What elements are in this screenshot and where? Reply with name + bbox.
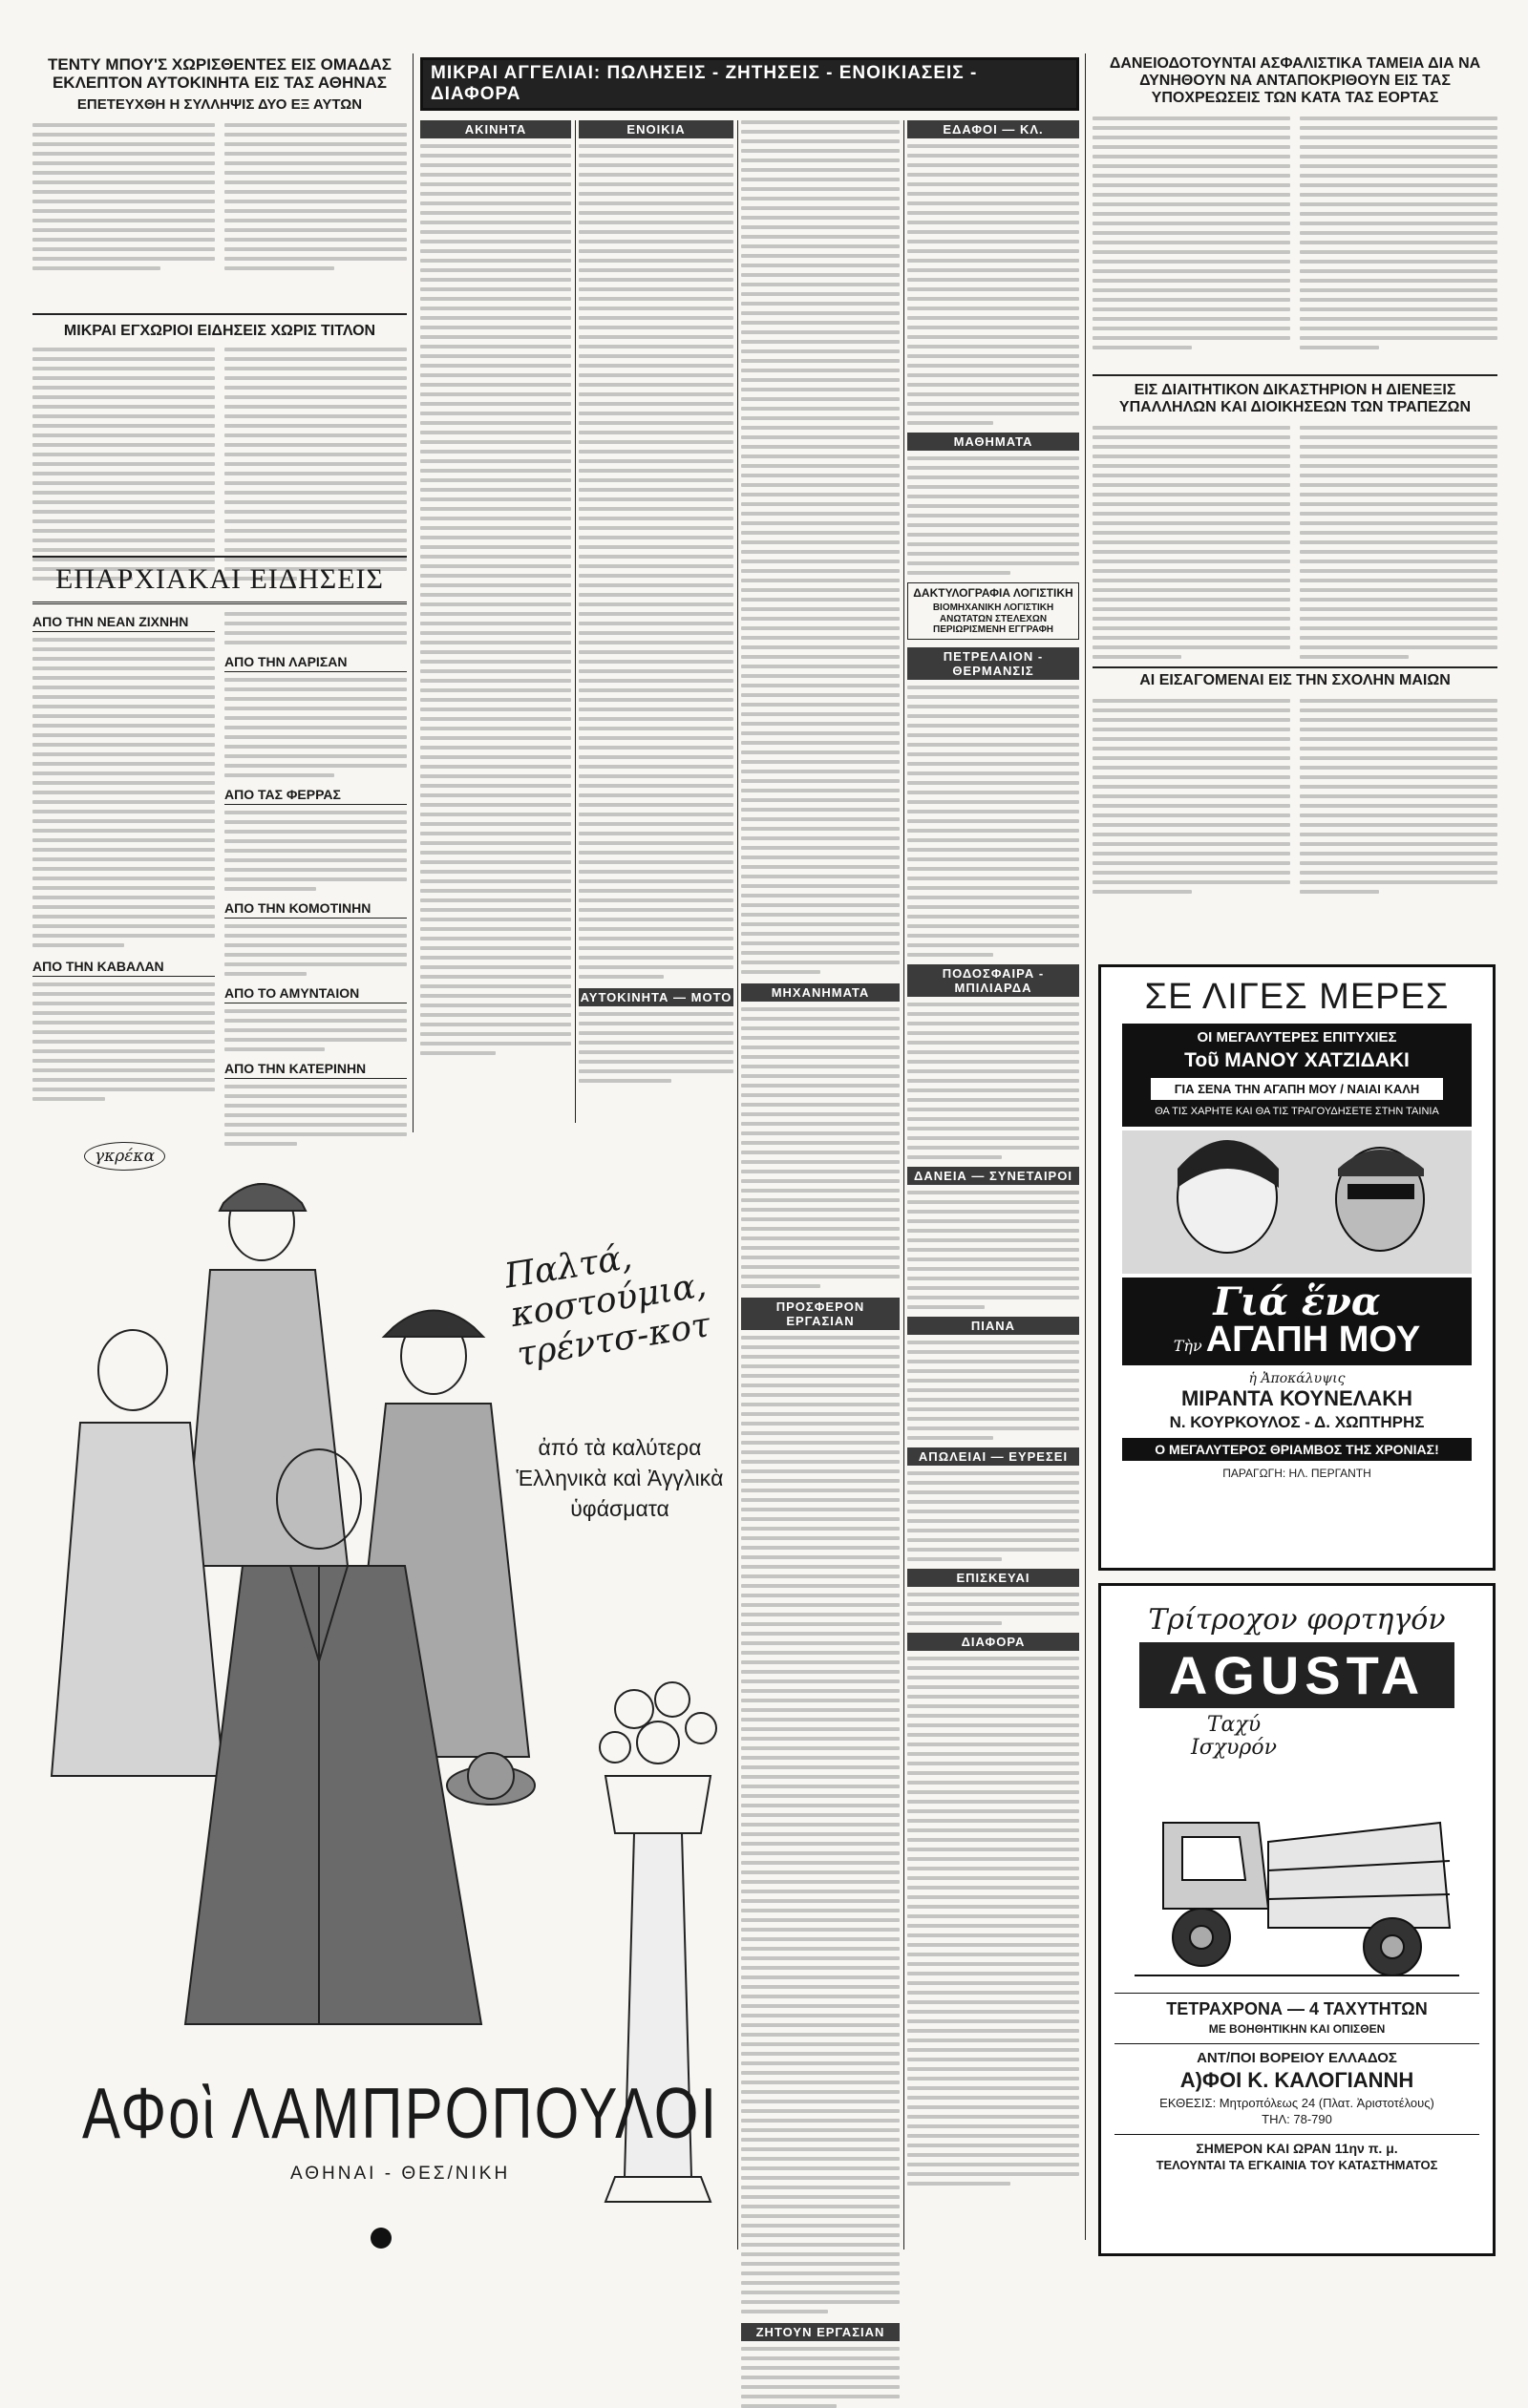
typing-box-line: ΒΙΟΜΗΧΑΝΙΚΗ ΛΟΓΙΣΤΙΚΗ ΑΝΩΤΑΤΩΝ ΣΤΕΛΕΧΩΝ ΠΕΡΙΩΡΙΣΜΕΝΗ ΕΓΓΡΑΦΗ: [932, 602, 1054, 635]
section-episkevai: ΕΠΙΣΚΕΥΑΙ: [907, 1569, 1079, 1587]
truck-agent: ΑΝΤ/ΠΟΙ ΒΟΡΕΙΟΥ ΕΛΛΑΔΟΣ: [1114, 2043, 1479, 2066]
section-mechanimata: ΜΗΧΑΝΗΜΑΤΑ: [741, 983, 900, 1002]
article-body: [32, 123, 407, 270]
section-akinita: ΑΚΙΝΗΤΑ: [420, 120, 571, 138]
text-column: [224, 612, 407, 1146]
truck-phone: ΤΗΛ: 78-790: [1262, 2112, 1332, 2127]
article-body: [1093, 699, 1497, 894]
divider: [1093, 666, 1497, 668]
truck-brand: AGUSTA: [1139, 1642, 1454, 1708]
film-ad-composer: Τοῦ ΜΑΝΟΥ ΧΑΤΖΙΔΑΚΙ: [1184, 1049, 1410, 1071]
text-column: [1093, 426, 1290, 659]
film-revelation: ἡ Ἀποκάλυψις: [1248, 1371, 1346, 1386]
film-costars: Ν. ΚΟΥΡΚΟΥΛΟΣ - Δ. ΧΩΠΤΗΡΗΣ: [1169, 1413, 1425, 1431]
subhead-arrests: ΕΠΕΤΕΥΧΘΗ Η ΣΥΛΛΗΨΙΣ ΔΥΟ ΕΞ ΑΥΤΩΝ: [76, 96, 363, 114]
column-rule: [903, 120, 904, 2250]
headline-insurance-funds: ΔΑΝΕΙΟΔΟΤΟΥΝΤΑΙ ΑΣΦΑΛΙΣΤΙΚΑ ΤΑΜΕΙΑ ΔΙΑ ΝΑ ΔΥΝΗΘΟΥΝ ΝΑ ΑΝΤΑΠΟΚΡΙΘΟΥΝ ΕΙΣ ΤΑΣ ΥΠΟΧΡΕΩΣΕΙΣ ΤΩΝ ΚΑΤΑ ΤΑΣ ΕΟΡΤΑΣ: [1109, 55, 1481, 106]
section-edafoi: ΕΔΑΦΟΙ — ΚΛ.: [907, 120, 1079, 138]
classified-col-enoikia: [579, 120, 733, 1083]
ad-script-headline: Παλτά, κοστούμια, τρέντσ-κοτ: [501, 1237, 713, 1375]
col6-top-story: [1093, 55, 1497, 349]
typing-school-box: [907, 582, 1079, 640]
film-star: ΜΙΡΑΝΤΑ ΚΟΥΝΕΛΑΚΗ: [1180, 1386, 1412, 1410]
section-diafora: ΔΙΑΦΟΡΑ: [907, 1633, 1079, 1651]
truck-advertisement: [1098, 1583, 1496, 2256]
column-rule: [737, 120, 738, 2250]
column-rule: [413, 53, 414, 1132]
suit-advertisement: [32, 1136, 754, 2215]
truck-illustration: [1125, 1765, 1469, 1985]
column-rule: [575, 120, 576, 1123]
film-title-line2: ΑΓΑΠΗ ΜΟΥ: [1205, 1320, 1421, 1360]
truck-hours2: ΤΕΛΟΥΝΤΑΙ ΤΑ ΕΓΚΑΙΝΙΑ ΤΟΥ ΚΑΤΑΣΤΗΜΑΤΟΣ: [1156, 2158, 1438, 2173]
section-daneia: ΔΑΝΕΙΑ — ΣΥΝΕΤΑΙΡΟΙ: [907, 1167, 1079, 1185]
film-ad-line: ΘΑ ΤΙΣ ΧΑΡΗΤΕ ΚΑΙ ΘΑ ΤΙΣ ΤΡΑΓΟΥΔΗΣΕΤΕ ΣΤΗΝ ΤΑΙΝΙΑ: [1155, 1106, 1439, 1117]
truck-dealer: Α)ΦΟΙ Κ. ΚΑΛΟΓΙΑΝΝΗ: [1179, 2068, 1414, 2093]
col6-bank-story: [1093, 382, 1497, 659]
section-piana: ΠΙΑΝΑ: [907, 1317, 1079, 1335]
text-column: [224, 348, 407, 581]
headline-provincial: ΕΠΑΡΧΙΑΚΑΙ ΕΙΔΗΣΕΙΣ: [32, 563, 407, 604]
article-body: [32, 348, 407, 581]
column-rule: [1085, 53, 1086, 2240]
section-petrelaion: ΠΕΤΡΕΛΑΙΟΝ - ΘΕΡΜΑΝΣΙΣ: [907, 647, 1079, 680]
text-column: [224, 123, 407, 270]
subhead-kavala: ΑΠΟ ΤΗΝ ΚΑΒΑΛΑΝ: [32, 957, 215, 977]
classified-col-4: [907, 53, 1079, 2186]
col1-top-story: [32, 55, 407, 270]
subhead-amyntaio: ΑΠΟ ΤΟ ΑΜΥΝΤΑΙΟΝ: [224, 983, 407, 1003]
ad-cities: ΑΘΗΝΑΙ - ΘΕΣ/ΝΙΚΗ: [290, 2164, 511, 2184]
col1-provincial: [32, 563, 407, 1146]
truck-script: Τρίτροχον φορτηγόν: [1148, 1603, 1446, 1637]
text-column: [32, 123, 215, 270]
designer-tag: γκρέκα: [84, 1142, 165, 1171]
film-title-line2-wrap: [1122, 1321, 1472, 1358]
headline-cars: ΤΕΝΤΥ ΜΠΟΥ'Σ ΧΩΡΙΣΘΕΝΤΕΣ ΕΙΣ ΟΜΑΔΑΣ ΕΚΛΕΠΤΟΝ ΑΥΤΟΚΙΝΗΤΑ ΕΙΣ ΤΑΣ ΑΘΗΝΑΣ: [47, 55, 392, 93]
section-enoikia: ΕΝΟΙΚΙΑ: [579, 120, 733, 138]
divider: [1093, 374, 1497, 376]
men-in-coats-illustration: [32, 1165, 548, 2034]
film-triumph: Ο ΜΕΓΑΛΥΤΕΡΟΣ ΘΡΙΑΜΒΟΣ ΤΗΣ ΧΡΟΝΙΑΣ!: [1122, 1438, 1472, 1461]
divider: [32, 313, 407, 315]
film-ad-band: ΟΙ ΜΕΓΑΛΥΤΕΡΕΣ ΕΠΙΤΥΧΙΕΣ: [1197, 1029, 1397, 1046]
truck-specs2: ΜΕ ΒΟΗΘΗΤΙΚΗΝ ΚΑΙ ΟΠΙΣΘΕΝ: [1208, 2022, 1386, 2037]
subhead-ferres: ΑΠΟ ΤΑΣ ΦΕΡΡΑΣ: [224, 785, 407, 805]
provincial-columns: [32, 612, 407, 1146]
divider: [32, 556, 407, 558]
text-column: [1300, 426, 1497, 659]
truck-specs: ΤΕΤΡΑΧΡΟΝΑ — 4 ΤΑΧΥΤΗΤΩΝ: [1114, 1993, 1479, 2019]
text-column: [1300, 699, 1497, 894]
section-apoleiai: ΑΠΩΛΕΙΑΙ — ΕΥΡΕΣΕΙ: [907, 1447, 1079, 1466]
section-zitoun: ΖΗΤΟΥΝ ΕΡΓΑΣΙΑΝ: [741, 2323, 900, 2341]
text-column: [1300, 116, 1497, 349]
film-advertisement: [1098, 964, 1496, 1571]
film-ad-poster: [1122, 1024, 1472, 1127]
text-column: [32, 348, 215, 581]
article-body: [1093, 426, 1497, 659]
col1-brief-news: [32, 323, 407, 581]
film-ad-songs: ΓΙΑ ΣΕΝΑ ΤΗΝ ΑΓΑΠΗ ΜΟΥ / ΝΑΙΑΙ ΚΑΛΗ: [1151, 1078, 1443, 1100]
section-prosferoun: ΠΡΟΣΦΕΡΟΝ ΕΡΓΑΣΙΑΝ: [741, 1298, 900, 1330]
headline-midwives-school: ΑΙ ΕΙΣΑΓΟΜΕΝΑΙ ΕΙΣ ΤΗΝ ΣΧΟΛΗΝ ΜΑΙΩΝ: [1139, 672, 1451, 688]
truck-hours1: ΣΗΜΕΡΟΝ ΚΑΙ ΩΡΑΝ 11ην π. μ.: [1114, 2134, 1479, 2156]
film-stills: [1122, 1130, 1472, 1274]
section-podosfaira: ΠΟΔΟΣΦΑΙΡΑ - ΜΠΙΛΙΑΡΔΑ: [907, 964, 1079, 997]
film-ad-top: ΣΕ ΛΙΓΕΣ ΜΕΡΕΣ: [1144, 977, 1450, 1017]
film-title-small: Τὴν: [1173, 1337, 1202, 1355]
text-column: [1093, 699, 1290, 894]
film-title-block: [1122, 1278, 1472, 1365]
classifieds-banner-text: ΜΙΚΡΑΙ ΑΓΓΕΛΙΑΙ: ΠΩΛΗΣΕΙΣ - ΖΗΤΗΣΕΙΣ - ΕΝΟΙΚΙΑΣΕΙΣ - ΔΙΑΦΟΡΑ: [423, 60, 1076, 108]
headline-bank-arbitration: ΕΙΣ ΔΙΑΙΤΗΤΙΚΟΝ ΔΙΚΑΣΤΗΡΙΟΝ Η ΔΙΕΝΕΞΙΣ ΥΠΑΛΛΗΛΩΝ ΚΑΙ ΔΙΟΙΚΗΣΕΩΝ ΤΩΝ ΤΡΑΠΕΖΩΝ: [1118, 382, 1472, 415]
col6-midwives-story: [1093, 672, 1497, 894]
text-column: [32, 612, 215, 1146]
section-autokinita: ΑΥΤΟΚΙΝΗΤΑ — ΜΟΤΟ: [580, 990, 732, 1004]
headline-brief-news: ΜΙΚΡΑΙ ΕΓΧΩΡΙΟΙ ΕΙΔΗΣΕΙΣ ΧΩΡΙΣ ΤΙΤΛΟΝ: [63, 323, 376, 339]
truck-slogan: Ταχύ Ισχυρόν: [1191, 1713, 1277, 1761]
ad-tagline: ἀπό τὰ καλύτερα Ἑλληνικὰ καὶ Ἀγγλικὰ ὑφάσματα: [516, 1435, 724, 1522]
typing-box-title: ΔΑΚΤΥΛΟΓΡΑΦΙΑ ΛΟΓΙΣΤΙΚΗ: [913, 586, 1073, 600]
film-title-line1: Γιά ἕνα: [1213, 1279, 1381, 1324]
ad-brand-name: ΑΦοὶ ΛΑΜΠΡΟΠΟΥΛΟΙ: [82, 2073, 719, 2153]
subhead-nea-zichni: ΑΠΟ ΤΗΝ ΝΕΑΝ ΖΙΧΝΗΝ: [32, 612, 215, 632]
page-dot: [371, 2228, 392, 2249]
subhead-larisa: ΑΠΟ ΤΗΝ ΛΑΡΙΣΑΝ: [224, 652, 407, 672]
section-mathimata: ΜΑΘΗΜΑΤΑ: [907, 433, 1079, 451]
truck-address: ΕΚΘΕΣΙΣ: Μητροπόλεως 24 (Πλατ. Ἀριστοτέλους): [1159, 2096, 1434, 2111]
classified-col-3: [741, 120, 900, 2408]
classified-col-akinita: [420, 120, 571, 1055]
subhead-komotini: ΑΠΟ ΤΗΝ ΚΟΜΟΤΙΝΗΝ: [224, 898, 407, 919]
article-body: [1093, 116, 1497, 349]
film-producer: ΠΑΡΑΓΩΓΗ: ΗΛ. ΠΕΡΓΑΝΤΗ: [1222, 1467, 1371, 1480]
subhead-katerini: ΑΠΟ ΤΗΝ ΚΑΤΕΡΙΝΗΝ: [224, 1059, 407, 1079]
text-column: [1093, 116, 1290, 349]
